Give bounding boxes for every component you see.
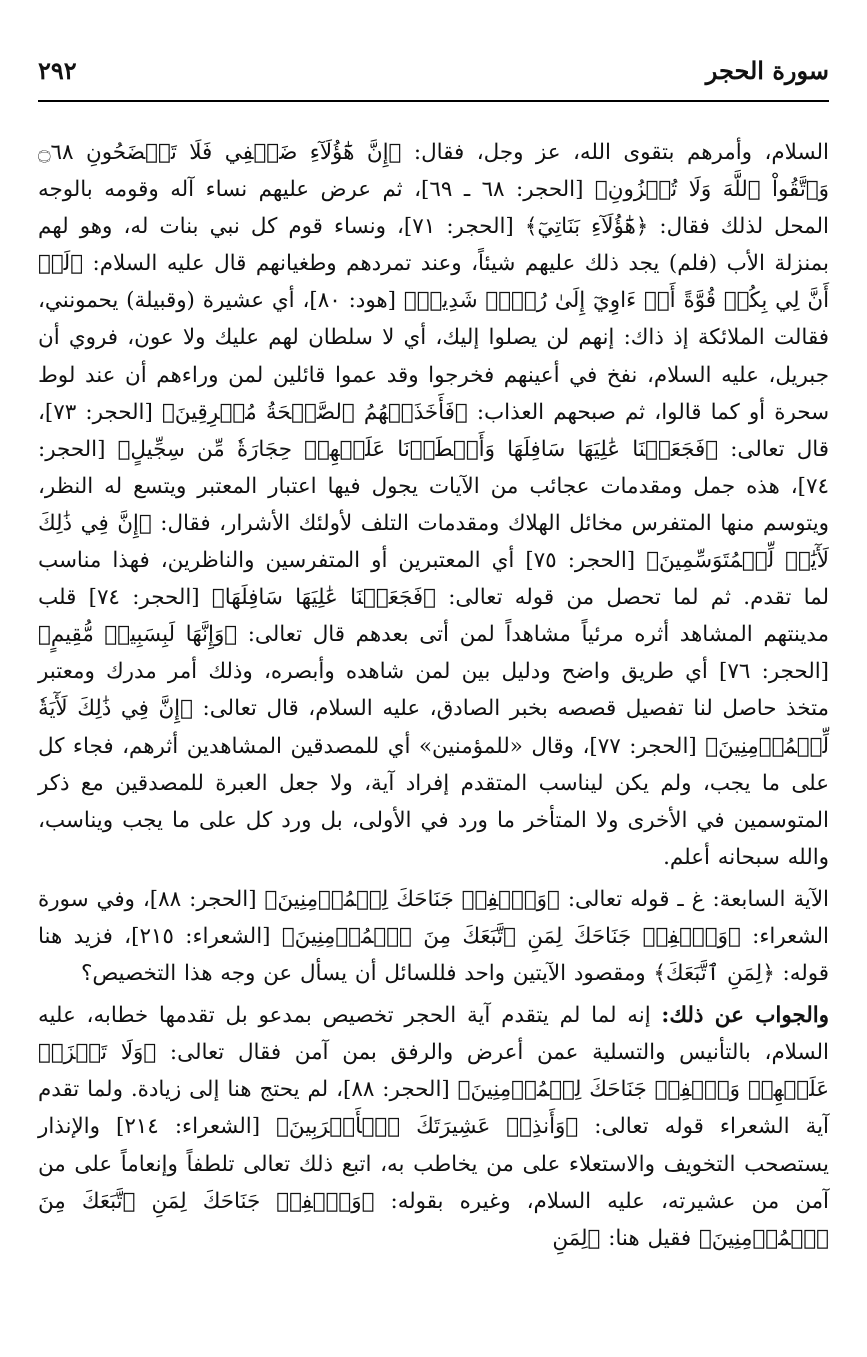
page-number: ٢٩٢ — [38, 56, 77, 85]
surah-title: سورة الحجر — [705, 56, 829, 85]
paragraph-text: إنه لما لم يتقدم آية الحجر تخصيص بمدعو بل تقدمها خطابه، عليه السلام، بالتأنيس والتسلية عمن أعرض والرفق بمن آمن فقال تعالى: ﴿وَلَا تَحۡزَنۡ عَلَيۡهِمۡ وَٱخۡفِضۡ جَنَاحَكَ لِلۡمُؤۡمِنِينَ﴾ [الحجر: ٨٨]، لم يحتج هنا إلى زيادة. ولما تقدم آية الشعراء قوله تعالى: ﴿وَأَنذِرۡ عَشِيرَتَكَ ٱلۡأَقۡرَبِينَ﴾ [الشعراء: ٢١٤] والإنذار يستصحب التخويف والاستعلاء على من يخاطب به، اتبع ذلك تعالى تلطفاً وإنعاماً على من آمن من عشيرته، عليه السلام، وغيره بقوله: ﴿وَٱخۡفِضۡ جَنَاحَكَ لِمَنِ ٱتَّبَعَكَ مِنَ ٱلۡمُؤۡمِنِينَ﴾ فقيل هنا: ﴿لِمَنِ — [38, 1003, 829, 1251]
paragraph-text: السلام، وأمرهم بتقوى الله، عز وجل، فقال: ﴿إِنَّ هَٰٓؤُلَآءِ ضَيۡفِي فَلَا تَفۡضَحُونِ ۝٦٨ وَٱتَّقُواْ ٱللَّهَ وَلَا تُخۡزُونِ﴾ [الحجر: ٦٨ ـ ٦٩]، ثم عرض عليهم نساء آله وقومه بالوجه المحل لذلك فقال: ﴿هَٰٓؤُلَآءِ بَنَاتِيٓ﴾ [الحجر: ٧١]، ونساء قوم كل نبي بنات له، وهو لهم بمنزلة الأب (فلم) يجد ذلك عليهم شيئاً، وعند تمردهم وطغيانهم قال عليه السلام: ﴿لَوۡ أَنَّ لِي بِكُمۡ قُوَّةً أَوۡ ءَاوِيٓ إِلَىٰ رُكۡنٖ شَدِيدٖ﴾ [هود: ٨٠]، أي عشيرة (وقبيلة) يحمونني، فقالت الملائكة إذ ذاك: إنهم لن يصلوا إليك، أي لا سلطان لهم عليك ولا عون، فروي أن جبريل، عليه السلام، نفخ في أعينهم فخرجوا وقد عموا قائلين لمن وراءهم أن عند لوط سحرة أو كما قالوا، ثم صبحهم العذاب: ﴿فَأَخَذَتۡهُمُ ٱلصَّيۡحَةُ مُشۡرِقِينَ﴾ [الحجر: ٧٣]، قال تعالى: ﴿فَجَعَلۡنَا عَٰلِيَهَا سَافِلَهَا وَأَمۡطَرۡنَا عَلَيۡهِمۡ حِجَارَةٗ مِّن سِجِّيلٍ﴾ [الحجر: ٧٤]، هذه جمل ومقدمات عجائب من الآيات يجول فيها اعتبار المعتبر ويتسع له النظر، ويتوسم منها المتفرس مخائل الهلاك ومقدمات التلف لأولئك الأشرار، فقال: ﴿إِنَّ فِي ذَٰلِكَ لَأٓيَٰتٖ لِّلۡمُتَوَسِّمِينَ﴾ [الحجر: ٧٥] أي المعتبرين أو المتفرسين والناظرين، فهذا مناسب لما تقدم. ثم لما تحصل من قوله تعالى: ﴿فَجَعَلۡنَا عَٰلِيَهَا سَافِلَهَا﴾ [الحجر: ٧٤] قلب مدينتهم المشاهد أثره مرئياً مشاهداً لمن أتى بعدهم قال تعالى: ﴿وَإِنَّهَا لَبِسَبِيلٖ مُّقِيمٍ﴾ [الحجر: ٧٦] أي طريق واضح ودليل بين لمن شاهده وأبصره، وذلك أمر مدرك ومعتبر متخذ حاصل لنا تفصيل قصصه بخبر الصادق، عليه السلام، قال تعالى: ﴿إِنَّ فِي ذَٰلِكَ لَأٓيَةٗ لِّلۡمُؤۡمِنِينَ﴾ [الحجر: ٧٧]، وقال «للمؤمنين» أي للمصدقين المشاهدين أثرهم، فجاء كل على ما يجب، ولم يكن ليناسب المتقدم إفراد آية، ولا جعل العبرة للمصدقين مع ذكر المتوسمين في الأخرى ولا المتأخر ما ورد في الأولى، بل ورد كل على ما يجب ويناسب، والله سبحانه أعلم. — [38, 140, 830, 870]
paragraph-1 — [38, 134, 829, 876]
page-header — [38, 52, 829, 98]
answer-lead: والجواب عن ذلك: — [661, 1003, 829, 1029]
paragraph-text: الآية السابعة: غ ـ قوله تعالى: ﴿وَٱخۡفِضۡ جَنَاحَكَ لِلۡمُؤۡمِنِينَ﴾ [الحجر: ٨٨]، وفي سورة الشعراء: ﴿وَٱخۡفِضۡ جَنَاحَكَ لِمَنِ ٱتَّبَعَكَ مِنَ ٱلۡمُؤۡمِنِينَ﴾ [الشعراء: ٢١٥]، فزيد هنا قوله: ﴿لِمَنِ ٱتَّبَعَكَ﴾ ومقصود الآيتين واحد فللسائل أن يسأل عن وجه هذا التخصيص؟ — [38, 886, 830, 987]
paragraph-2 — [38, 881, 829, 992]
header-divider — [38, 100, 829, 102]
paragraph-3 — [38, 997, 829, 1257]
page-body — [38, 134, 829, 1257]
